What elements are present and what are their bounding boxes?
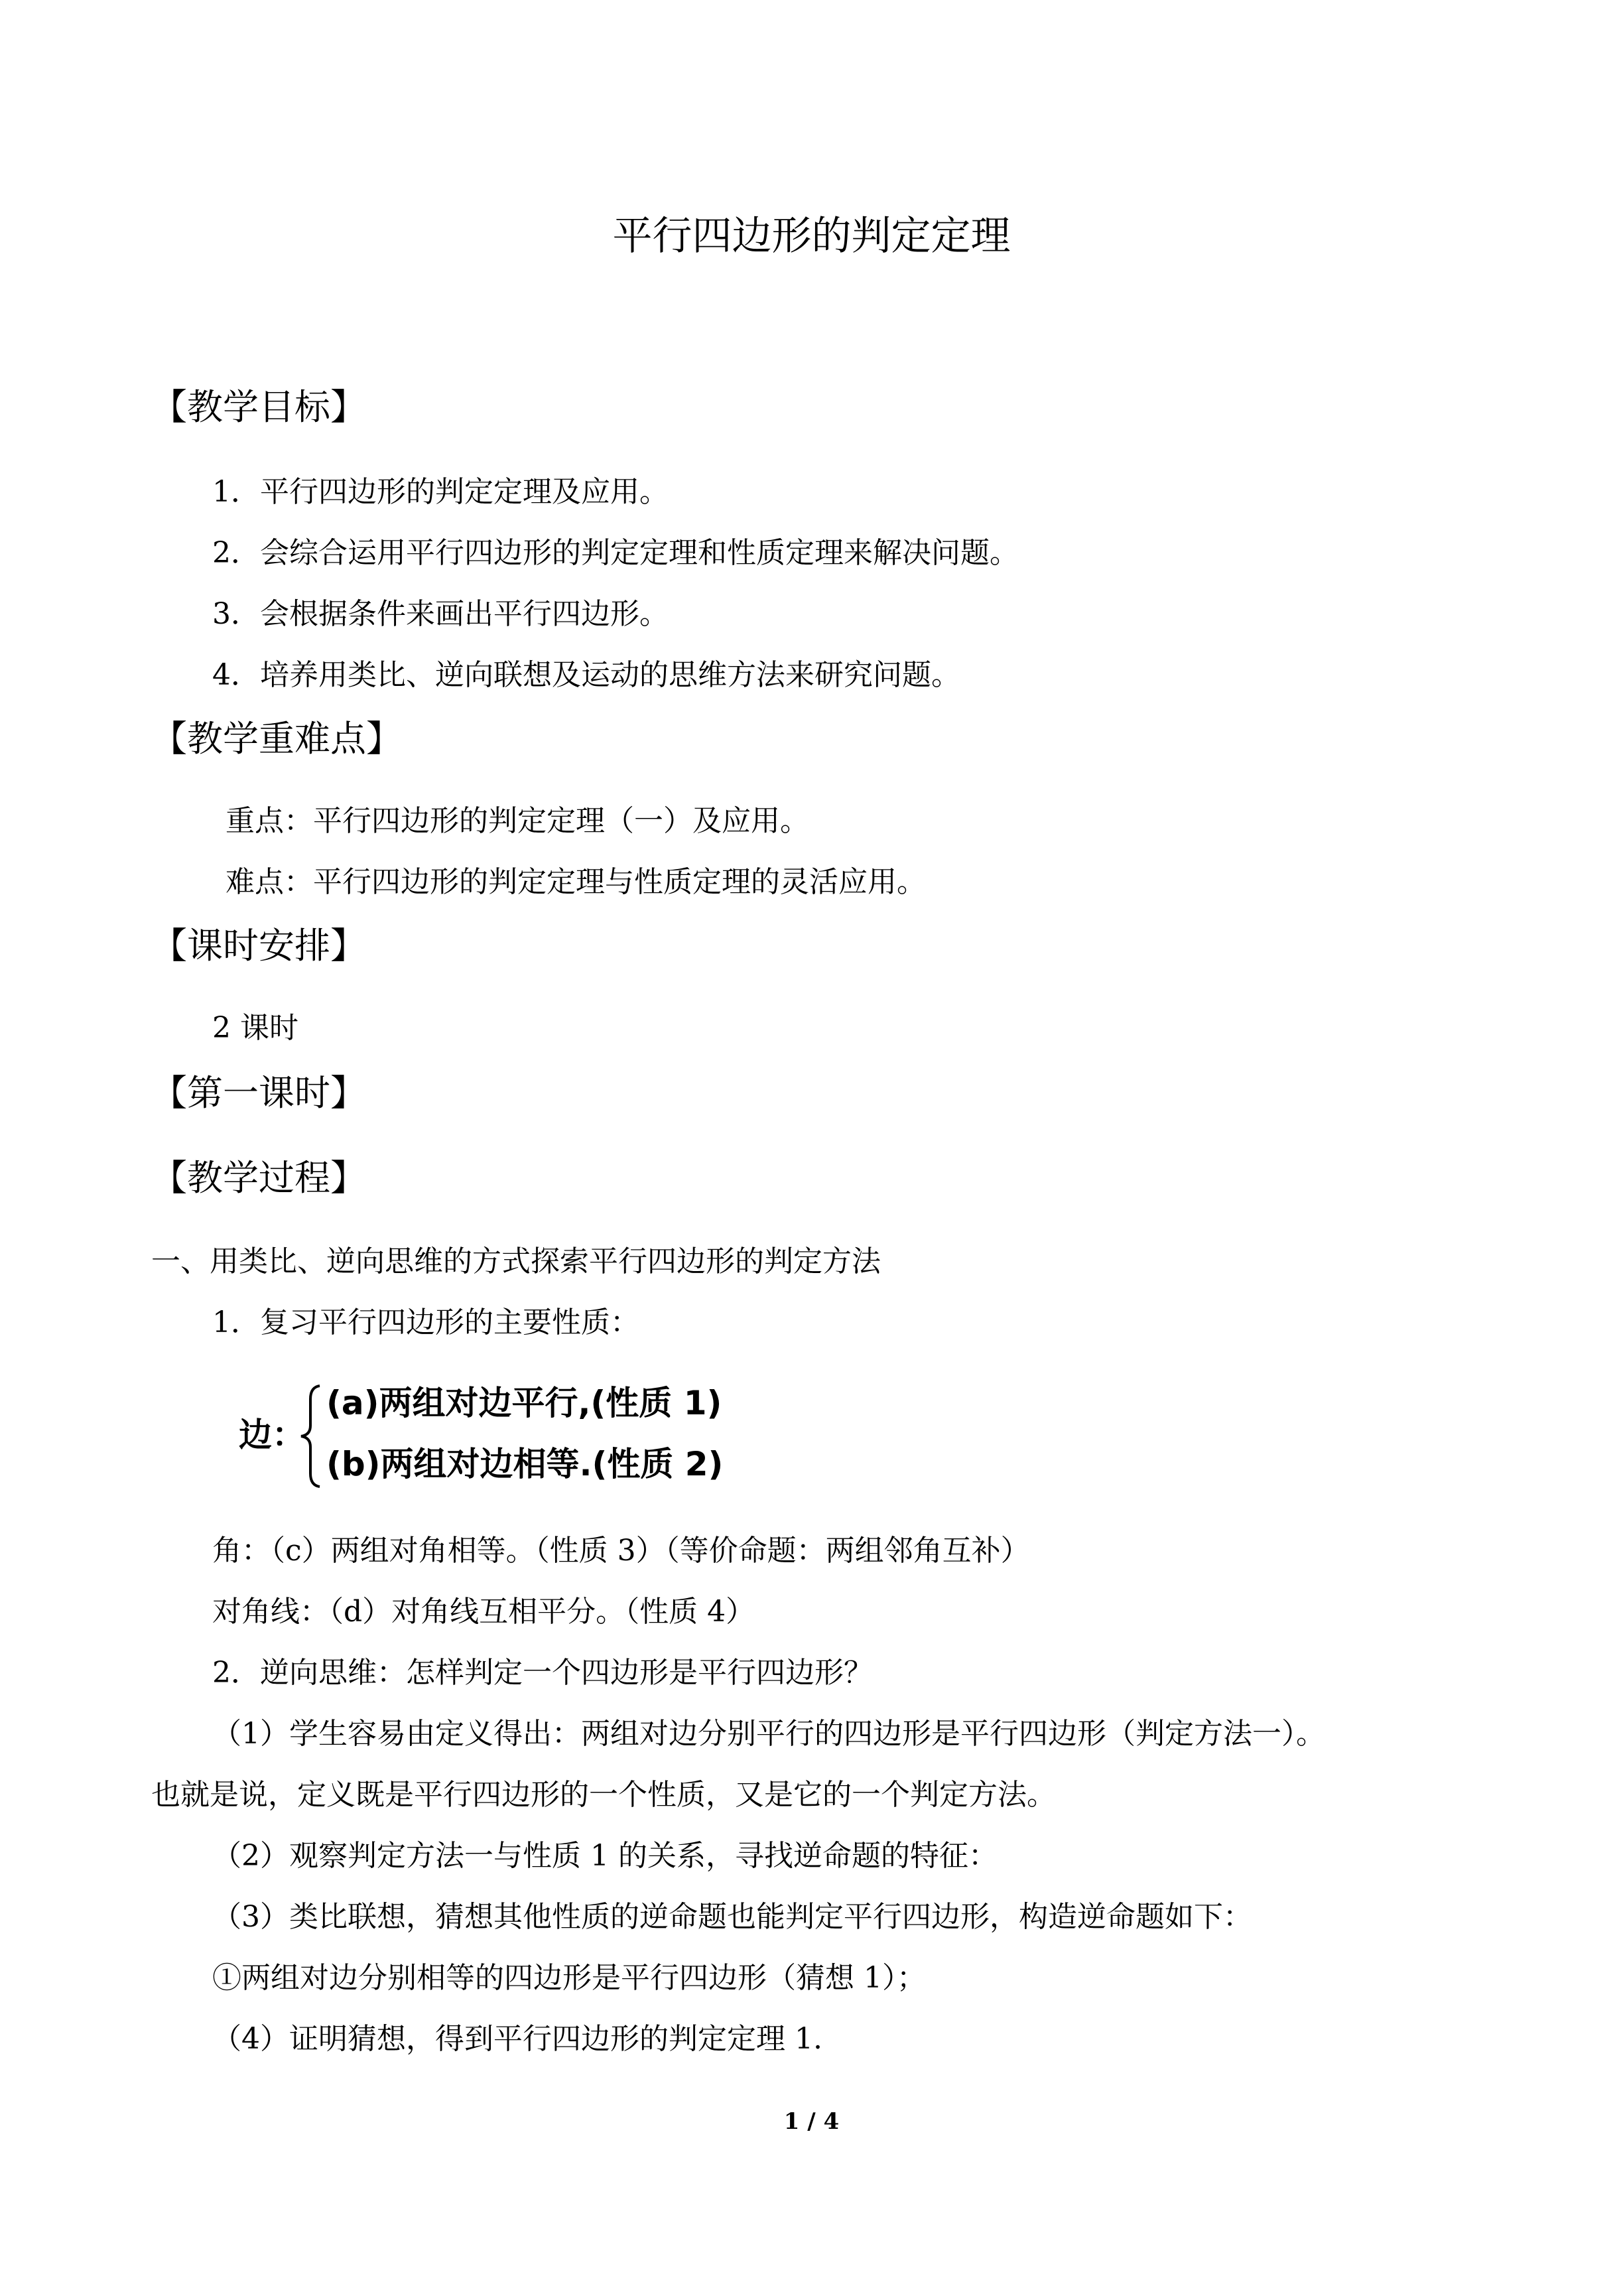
goals-heading: 【教学目标】: [151, 386, 366, 428]
goal-item-4: 4．培养用类比、逆向联想及运动的思维方法来研究问题。: [212, 658, 960, 692]
key-point-item: 重点：平行四边形的判定定理（一）及应用。: [226, 804, 809, 838]
property-a: (a)两组对边平行,(性质 1): [326, 1384, 722, 1422]
properties-image: [239, 1370, 836, 1503]
goal-item-2: 2．会综合运用平行四边形的判定定理和性质定理来解决问题。: [212, 536, 1019, 570]
review-line: 1．复习平行四边形的主要性质：: [212, 1306, 639, 1339]
schedule-text: 2 课时: [212, 1011, 298, 1045]
reverse-thinking: 2．逆向思维：怎样判定一个四边形是平行四边形？: [212, 1656, 873, 1690]
conjecture-1: ①两组对边分别相等的四边形是平行四边形（猜想 1）；: [212, 1961, 926, 1995]
first-lesson-heading: 【第一课时】: [151, 1072, 366, 1114]
key-points-heading: 【教学重难点】: [151, 718, 402, 760]
schedule-heading: 【课时安排】: [151, 925, 366, 967]
document-title: 平行四边形的判定定理: [612, 213, 1011, 259]
step1-line2: 也就是说，定义既是平行四边形的一个性质，又是它的一个判定方法。: [151, 1778, 1056, 1812]
goal-item-3: 3．会根据条件来画出平行四边形。: [212, 597, 669, 631]
property-b: (b)两组对边相等.(性质 2): [326, 1445, 724, 1483]
step3: （3）类比联想，猜想其他性质的逆命题也能判定平行四边形，构造逆命题如下：: [212, 1900, 1252, 1934]
diagonal-property: 对角线：（d）对角线互相平分。（性质 4）: [212, 1595, 755, 1629]
difficult-point-item: 难点：平行四边形的判定定理与性质定理的灵活应用。: [226, 865, 926, 899]
step1-line1: （1）学生容易由定义得出：两组对边分别平行的四边形是平行四边形（判定方法一）。: [212, 1717, 1325, 1751]
brace-icon: [297, 1383, 324, 1489]
process-heading: 【教学过程】: [151, 1157, 366, 1199]
page-number: 1 / 4: [783, 2108, 840, 2135]
step2: （2）观察判定方法一与性质 1 的关系，寻找逆命题的特征：: [212, 1839, 998, 1873]
part1-title: 一、用类比、逆向思维的方式探索平行四边形的判定方法: [151, 1245, 881, 1278]
properties-side-label: 边：: [239, 1416, 305, 1454]
goal-item-1: 1．平行四边形的判定定理及应用。: [212, 475, 669, 509]
angle-property: 角：（c）两组对角相等。（性质 3）（等价命题：两组邻角互补）: [212, 1534, 1030, 1568]
step4: （4）证明猜想，得到平行四边形的判定定理 1.: [212, 2022, 822, 2056]
